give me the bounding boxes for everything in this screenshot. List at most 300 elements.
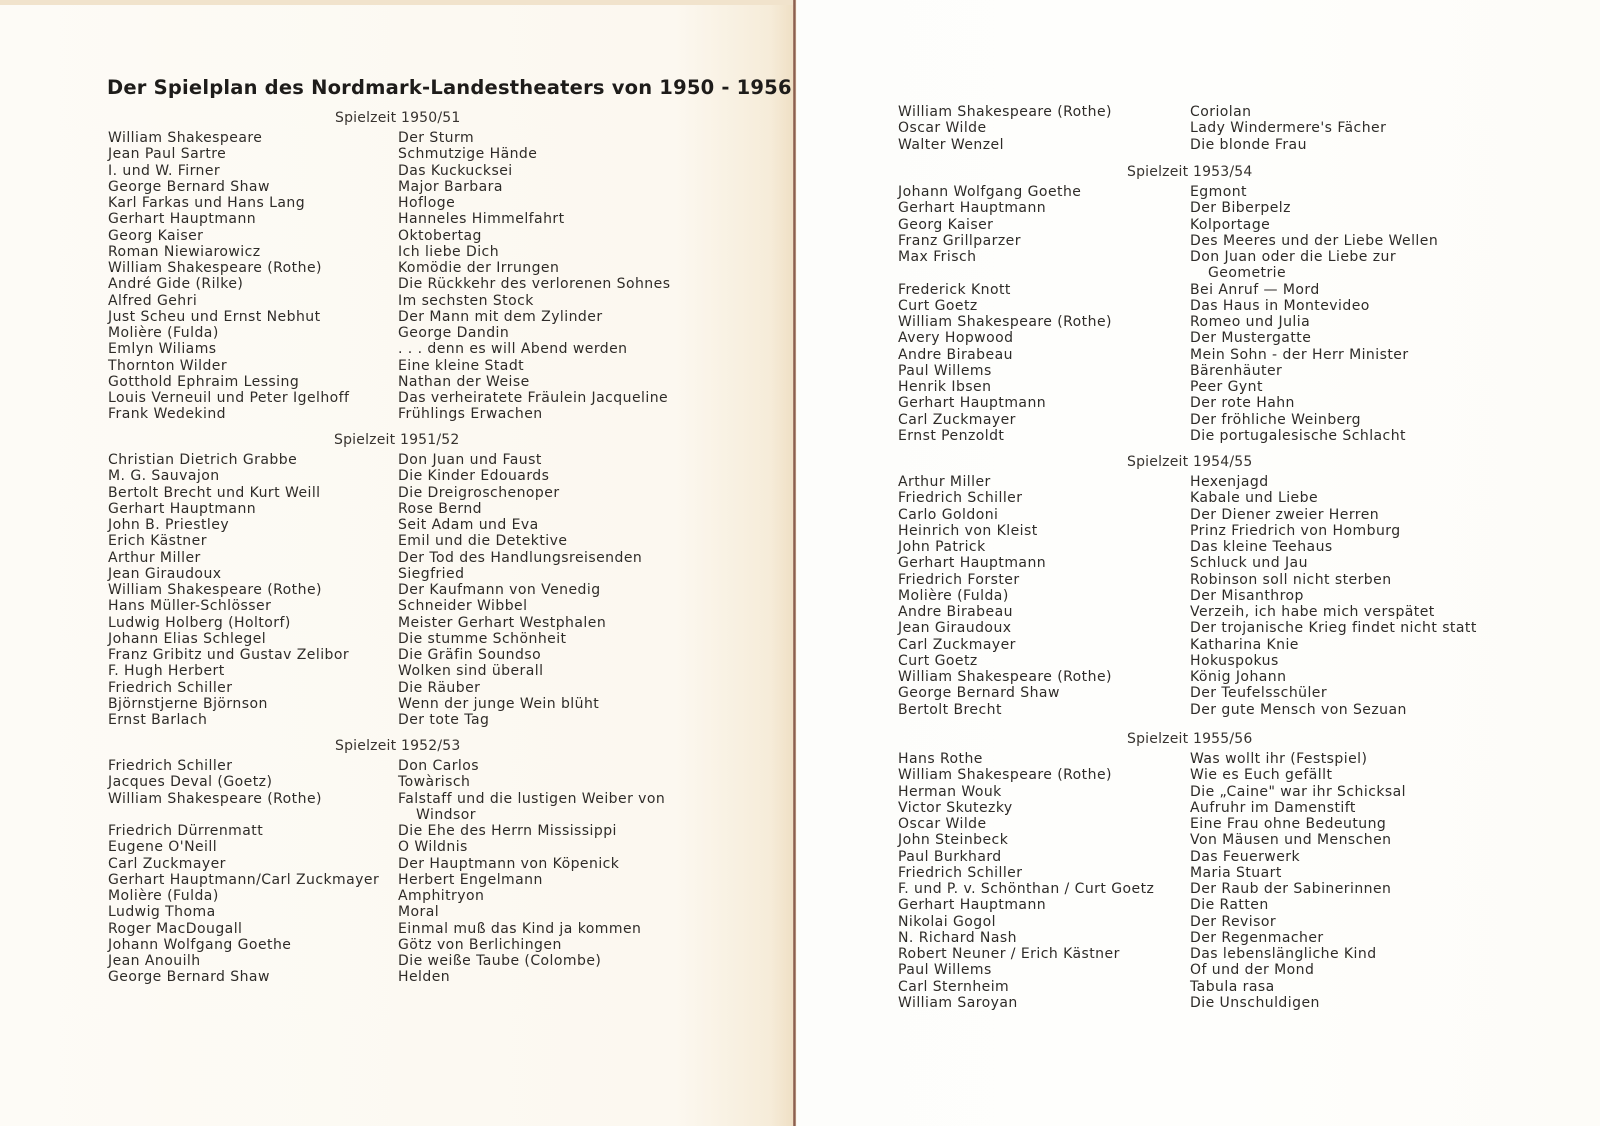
author-name: Johann Elias Schlegel — [108, 630, 267, 647]
play-title-text: Amphitryon — [398, 888, 485, 904]
author-name: Molière (Fulda) — [108, 888, 219, 904]
list-item — [108, 179, 670, 195]
play-title-text: Die Ratten — [1190, 897, 1269, 914]
play-title-text: Eine Frau ohne Bedeutung — [1190, 816, 1387, 832]
play-title-text: Der Misanthrop — [1190, 587, 1304, 604]
play-title — [398, 195, 455, 211]
list-item — [898, 669, 1477, 685]
play-title — [1190, 800, 1356, 816]
play-title — [398, 647, 541, 663]
play-title-continuation: Windsor — [416, 806, 476, 823]
play-title-text: Der tote Tag — [398, 712, 490, 728]
play-title-text: Rose Bernd — [398, 500, 483, 517]
author-name: Gerhart Hauptmann — [898, 897, 1047, 914]
play-title — [1190, 979, 1275, 995]
play-title-text: Schneider Wibbel — [398, 598, 528, 615]
author-name: Gerhart Hauptmann — [898, 555, 1047, 572]
author-name: Emlyn Wiliams — [108, 341, 217, 358]
author-name: William Saroyan — [898, 994, 1018, 1011]
season-list-1952-53 — [108, 758, 665, 986]
list-item — [108, 696, 642, 712]
play-title — [1190, 507, 1379, 523]
author-name: Franz Gribitz und Gustav Zelibor — [108, 647, 350, 663]
author-name: George Bernard Shaw — [108, 969, 270, 986]
author-name: Jean Giraudoux — [108, 565, 222, 582]
author-name: Gerhart Hauptmann — [898, 395, 1047, 412]
author-name: Arthur Miller — [898, 474, 991, 490]
list-item — [108, 358, 670, 374]
author-name: Friedrich Schiller — [898, 864, 1023, 881]
author-name: Ludwig Holberg (Holtorf) — [108, 614, 291, 631]
author-name: Friedrich Dürrenmatt — [108, 823, 264, 839]
play-title-text: Don Juan und Faust — [398, 452, 542, 468]
play-title — [1190, 555, 1308, 571]
author-name: Carlo Goldoni — [898, 506, 999, 523]
play-title — [398, 774, 470, 790]
play-title — [1190, 962, 1314, 978]
list-item — [898, 395, 1438, 411]
play-title — [398, 163, 513, 179]
author-name: Curt Goetz — [898, 652, 978, 669]
author-name: Molière (Fulda) — [898, 587, 1009, 604]
list-item — [898, 930, 1406, 946]
list-item — [898, 685, 1477, 701]
play-title — [398, 260, 559, 276]
author-name: Carl Zuckmayer — [108, 855, 226, 872]
play-title — [398, 228, 482, 244]
play-title — [1190, 995, 1320, 1011]
play-title-text: Die Ehe des Herrn Mississippi — [398, 823, 617, 839]
list-item — [898, 946, 1406, 962]
list-item — [898, 572, 1477, 588]
play-title — [1190, 120, 1386, 136]
author-name: Andre Birabeau — [898, 604, 1013, 620]
play-title-text: Der trojanische Krieg findet nicht statt — [1190, 620, 1477, 637]
play-title — [398, 358, 524, 374]
play-title-text: Of und der Mond — [1190, 962, 1315, 979]
author-name: Hans Rothe — [898, 751, 983, 767]
season-header-1953-54: Spielzeit 1953/54 — [1127, 164, 1253, 180]
play-title-text: Oktobertag — [398, 227, 482, 244]
play-title — [398, 276, 670, 292]
list-item — [108, 921, 665, 937]
author-name: Carl Zuckmayer — [898, 636, 1016, 653]
play-title-text: Die Gräfin Soundso — [398, 647, 542, 663]
play-title-text: Kabale und Liebe — [1190, 490, 1319, 507]
author-name: Max Frisch — [898, 249, 977, 265]
list-item — [108, 856, 665, 872]
author-name: William Shakespeare — [108, 130, 263, 146]
play-title — [398, 566, 464, 582]
play-title-text: Der Mann mit dem Zylinder — [398, 308, 603, 325]
author-name: Victor Skutezky — [898, 799, 1013, 816]
list-item — [108, 839, 665, 855]
play-title — [398, 712, 489, 728]
author-name: Louis Verneuil und Peter Igelhoff — [108, 390, 350, 406]
play-title — [1190, 330, 1311, 346]
play-title — [1190, 849, 1300, 865]
list-item — [898, 881, 1406, 897]
author-name: Ernst Barlach — [108, 712, 208, 728]
play-title — [1190, 233, 1438, 249]
season-list-1950-51 — [108, 130, 670, 423]
play-title — [1190, 653, 1279, 669]
list-item — [108, 501, 642, 517]
list-item — [108, 325, 670, 341]
author-name: Avery Hopwood — [898, 330, 1014, 347]
play-title — [1190, 363, 1282, 379]
list-item — [108, 533, 642, 549]
play-title — [398, 485, 560, 501]
play-title-text: Die blonde Frau — [1190, 136, 1307, 153]
play-title-text: Der Tod des Handlungsreisenden — [398, 549, 643, 566]
list-item — [898, 637, 1477, 653]
author-name: John Patrick — [898, 539, 986, 555]
play-title-text: Don Juan oder die Liebe zur — [1190, 249, 1397, 265]
play-title — [1190, 314, 1310, 330]
author-name: John B. Priestley — [108, 517, 230, 533]
author-name: Friedrich Schiller — [108, 758, 233, 774]
play-title-text: Der fröhliche Weinberg — [1190, 411, 1362, 428]
list-item — [108, 647, 642, 663]
author-name: N. Richard Nash — [898, 929, 1017, 946]
list-item — [898, 412, 1438, 428]
season-header-1954-55: Spielzeit 1954/55 — [1127, 454, 1253, 470]
season-header-1955-56: Spielzeit 1955/56 — [1127, 731, 1253, 747]
author-name: Erich Kästner — [108, 533, 207, 550]
play-title — [398, 146, 537, 162]
list-item — [898, 137, 1386, 153]
author-name: Eugene O'Neill — [108, 839, 218, 856]
list-item — [108, 758, 665, 774]
season-list-1953-54 — [898, 184, 1438, 444]
play-title-text: Der Kaufmann von Venedig — [398, 582, 601, 598]
author-name: William Shakespeare (Rothe) — [898, 669, 1112, 685]
list-item — [898, 104, 1386, 120]
list-item — [898, 897, 1406, 913]
play-title-text: Lady Windermere's Fächer — [1190, 120, 1387, 137]
play-title-text: Die stumme Schönheit — [398, 630, 567, 647]
list-item — [108, 276, 670, 292]
play-title-text: Schmutzige Hände — [398, 146, 538, 163]
list-item — [108, 517, 642, 533]
author-name: M. G. Sauvajon — [108, 468, 220, 485]
list-item — [898, 702, 1477, 718]
play-title-text: Die portugalesische Schlacht — [1190, 427, 1406, 444]
list-item — [108, 390, 670, 406]
list-item — [898, 620, 1477, 636]
play-title-text: Die Räuber — [398, 679, 481, 696]
play-title — [398, 309, 603, 325]
play-title-text: Frühlings Erwachen — [398, 406, 543, 423]
play-title — [398, 390, 668, 406]
author-name: Nikolai Gogol — [898, 913, 996, 930]
play-title — [398, 839, 468, 855]
list-item — [108, 598, 642, 614]
play-title-text: Seit Adam und Eva — [398, 517, 539, 533]
play-title-text: Das lebenslängliche Kind — [1190, 946, 1377, 962]
play-title — [1190, 347, 1409, 363]
play-title-text: Hokuspokus — [1190, 652, 1279, 669]
play-title — [1190, 930, 1324, 946]
list-item — [898, 298, 1438, 314]
play-title — [1190, 637, 1299, 653]
play-title-text: Das Feuerwerk — [1190, 848, 1301, 865]
season-list-1951-52 — [108, 452, 642, 728]
author-name: Frank Wedekind — [108, 406, 226, 423]
play-title — [398, 468, 549, 484]
list-item — [898, 200, 1438, 216]
play-title — [398, 406, 543, 422]
play-title-text: Nathan der Weise — [398, 373, 530, 390]
author-name: George Bernard Shaw — [898, 685, 1060, 702]
play-title-text: Das Haus in Montevideo — [1190, 297, 1370, 314]
list-item — [898, 767, 1406, 783]
list-item — [898, 653, 1477, 669]
list-item — [898, 555, 1477, 571]
play-title-text: Herbert Engelmann — [398, 871, 543, 888]
list-item — [898, 379, 1438, 395]
play-title — [398, 179, 503, 195]
author-name: Hans Müller-Schlösser — [108, 598, 272, 615]
list-item — [108, 663, 642, 679]
list-item — [108, 406, 670, 422]
list-item — [898, 217, 1438, 233]
play-title-text: Von Mäusen und Menschen — [1190, 832, 1392, 849]
author-name: William Shakespeare (Rothe) — [108, 790, 322, 807]
list-item — [898, 816, 1406, 832]
play-title-text: Des Meeres und der Liebe Wellen — [1190, 232, 1439, 249]
author-name: Molière (Fulda) — [108, 325, 219, 341]
play-title-text: Wie es Euch gefällt — [1190, 767, 1333, 784]
list-item — [898, 539, 1477, 555]
author-name: Friedrich Schiller — [898, 490, 1023, 507]
play-title-text: Der gute Mensch von Sezuan — [1190, 701, 1407, 718]
list-item — [898, 428, 1438, 444]
author-name: Alfred Gehri — [108, 292, 198, 309]
list-item — [108, 631, 642, 647]
play-title — [398, 598, 527, 614]
play-title-text: Mein Sohn - der Herr Minister — [1190, 346, 1409, 363]
season-list-1954-55 — [898, 474, 1477, 718]
play-title-text: Das Kuckucksei — [398, 162, 513, 179]
play-title-text: Die weiße Taube (Colombe) — [398, 953, 602, 969]
list-item — [108, 163, 670, 179]
play-title-text: Bärenhäuter — [1190, 362, 1283, 379]
play-title-text: Der Sturm — [398, 130, 475, 146]
list-item — [898, 995, 1406, 1011]
author-name: Walter Wenzel — [898, 136, 1004, 153]
author-name: Jean Paul Sartre — [108, 146, 227, 163]
author-name: Oscar Wilde — [898, 120, 987, 137]
list-item — [108, 823, 665, 839]
play-title — [1190, 428, 1406, 444]
play-title-text: Die Kinder Edouards — [398, 468, 550, 485]
author-name: Christian Dietrich Grabbe — [108, 452, 298, 468]
play-title-text: Das verheiratete Fräulein Jacqueline — [398, 390, 669, 406]
list-item — [108, 791, 665, 824]
play-title-text: Maria Stuart — [1190, 864, 1282, 881]
author-name: Bertolt Brecht — [898, 701, 1002, 718]
play-title-text: Falstaff und die lustigen Weiber von — [398, 790, 666, 807]
play-title — [1190, 298, 1370, 314]
play-title — [398, 680, 480, 696]
play-title-text: Ich liebe Dich — [398, 243, 500, 260]
season-header-1952-53: Spielzeit 1952/53 — [335, 738, 461, 754]
play-title — [1190, 474, 1269, 490]
play-title-text: Die Unschuldigen — [1190, 994, 1320, 1011]
season-list-1955-56 — [898, 751, 1406, 1011]
author-name: Paul Willems — [898, 962, 992, 979]
play-title-text: Komödie der Irrungen — [398, 260, 560, 276]
play-title-text: Robinson soll nicht sterben — [1190, 571, 1392, 588]
play-title — [398, 888, 484, 904]
list-item — [108, 872, 665, 888]
author-name: William Shakespeare (Rothe) — [108, 582, 322, 598]
author-name: William Shakespeare (Rothe) — [898, 104, 1112, 120]
list-item — [108, 195, 670, 211]
play-title — [1190, 184, 1247, 200]
list-item — [108, 969, 665, 985]
list-item — [108, 566, 642, 582]
author-name: William Shakespeare (Rothe) — [898, 767, 1112, 784]
play-title-text: Katharina Knie — [1190, 636, 1299, 653]
author-name: I. und W. Firner — [108, 162, 221, 179]
play-title — [398, 501, 482, 517]
play-title-text: Helden — [398, 969, 451, 986]
author-name: George Bernard Shaw — [108, 178, 270, 195]
play-title — [398, 374, 530, 390]
list-item — [108, 452, 642, 468]
play-title-text: Der rote Hahn — [1190, 395, 1295, 412]
list-item — [108, 468, 642, 484]
author-name: Jean Anouilh — [108, 953, 201, 969]
author-name: William Shakespeare (Rothe) — [108, 260, 322, 276]
play-title-text: Coriolan — [1190, 104, 1252, 120]
play-title — [1190, 914, 1276, 930]
play-title — [1190, 702, 1407, 718]
play-title — [1190, 104, 1252, 120]
list-item — [898, 751, 1406, 767]
play-title — [1190, 200, 1291, 216]
author-name: Oscar Wilde — [898, 816, 987, 832]
play-title — [398, 517, 539, 533]
list-item — [108, 341, 670, 357]
author-name: Curt Goetz — [898, 297, 978, 314]
play-title — [398, 582, 601, 598]
list-item — [108, 244, 670, 260]
author-name: Franz Grillparzer — [898, 232, 1021, 249]
play-title — [398, 953, 601, 969]
play-title-text: Hanneles Himmelfahrt — [398, 211, 565, 228]
author-name: Bertolt Brecht und Kurt Weill — [108, 484, 321, 501]
play-title-text: Aufruhr im Damenstift — [1190, 799, 1356, 816]
list-item — [898, 474, 1477, 490]
play-title — [1190, 865, 1282, 881]
list-item — [898, 588, 1477, 604]
author-name: Ludwig Thoma — [108, 904, 216, 921]
list-item — [108, 211, 670, 227]
author-name: Jacques Deval (Goetz) — [108, 774, 273, 791]
list-item — [898, 914, 1406, 930]
play-title — [1190, 897, 1269, 913]
play-title — [398, 969, 450, 985]
play-title — [398, 293, 534, 309]
play-title — [398, 130, 474, 146]
play-title-text: Prinz Friedrich von Homburg — [1190, 522, 1401, 539]
list-item — [898, 314, 1438, 330]
author-name: William Shakespeare (Rothe) — [898, 314, 1112, 330]
play-title-text: Peer Gynt — [1190, 379, 1263, 395]
play-title — [1190, 832, 1392, 848]
list-item — [898, 979, 1406, 995]
list-item — [898, 784, 1406, 800]
author-name: Karl Farkas und Hans Lang — [108, 195, 306, 211]
play-title — [398, 341, 628, 357]
play-title — [1190, 217, 1270, 233]
author-name: Paul Burkhard — [898, 848, 1002, 865]
play-title-text: Moral — [398, 904, 440, 921]
play-title — [1190, 379, 1263, 395]
author-name: Carl Sternheim — [898, 978, 1010, 995]
season-header-1950-51: Spielzeit 1950/51 — [335, 110, 461, 126]
play-title — [1190, 881, 1391, 897]
play-title — [398, 663, 543, 679]
play-title-text: Verzeih, ich habe mich verspätet — [1190, 604, 1435, 620]
play-title-text: Kolportage — [1190, 216, 1271, 233]
play-title — [398, 211, 565, 227]
play-title — [398, 856, 619, 872]
play-title — [1190, 539, 1333, 555]
author-name: Just Scheu und Ernst Nebhut — [108, 308, 321, 325]
list-item — [108, 582, 642, 598]
play-title — [398, 921, 641, 937]
play-title-text: Romeo und Julia — [1190, 314, 1311, 330]
list-item — [108, 374, 670, 390]
play-title-text: O Wildnis — [398, 839, 468, 856]
play-title-text: Emil und die Detektive — [398, 533, 568, 550]
author-name: John Steinbeck — [898, 832, 1009, 849]
play-title — [1190, 620, 1477, 636]
author-name: Johann Wolfgang Goethe — [108, 936, 292, 953]
play-title-text: Eine kleine Stadt — [398, 357, 525, 374]
author-name: Robert Neuner / Erich Kästner — [898, 946, 1120, 962]
play-title-text: Tabula rasa — [1190, 978, 1275, 995]
play-title-text: Don Carlos — [398, 758, 480, 774]
list-item — [898, 363, 1438, 379]
author-name: Herman Wouk — [898, 783, 1002, 800]
list-item — [898, 330, 1438, 346]
list-item — [108, 130, 670, 146]
play-title-text: König Johann — [1190, 669, 1287, 685]
list-item — [108, 550, 642, 566]
list-item — [108, 228, 670, 244]
play-title-text: Bei Anruf — Mord — [1190, 281, 1320, 298]
play-title — [1190, 751, 1367, 767]
author-name: Georg Kaiser — [898, 216, 994, 233]
play-title-text: Einmal muß das Kind ja kommen — [398, 920, 642, 937]
author-name: Thornton Wilder — [108, 357, 228, 374]
author-name: Roman Niewiarowicz — [108, 243, 261, 260]
author-name: Jean Giraudoux — [898, 620, 1012, 637]
list-item — [108, 774, 665, 790]
list-item — [898, 120, 1386, 136]
play-title — [1190, 490, 1318, 506]
list-item — [108, 309, 670, 325]
author-name: Paul Willems — [898, 362, 992, 379]
play-title — [398, 904, 439, 920]
list-item — [898, 490, 1477, 506]
